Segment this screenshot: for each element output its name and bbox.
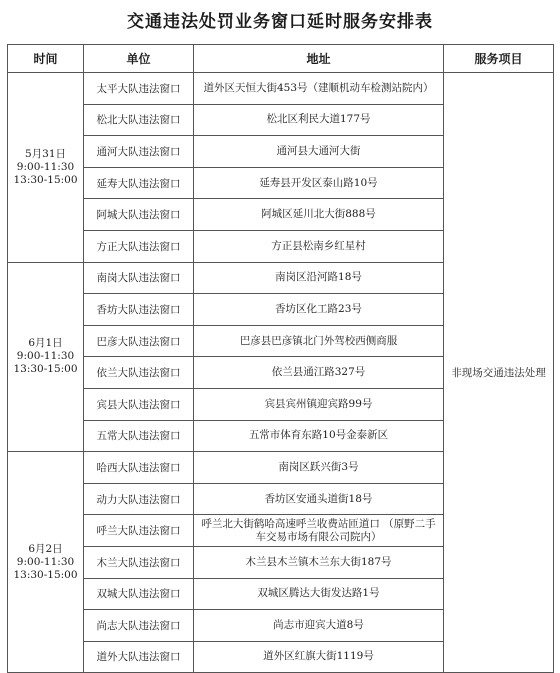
address-cell: 尚志市迎宾大道8号 (194, 610, 444, 642)
address-cell: 方正县松南乡红星村 (194, 230, 444, 262)
unit-cell: 延寿大队违法窗口 (84, 167, 194, 199)
time-time-pm: 13:30-15:00 (13, 568, 78, 581)
address-cell: 香坊区化工路23号 (194, 294, 444, 326)
unit-cell: 宾县大队违法窗口 (84, 388, 194, 420)
address-cell: 松北区利民大道177号 (194, 104, 444, 136)
address-cell: 巴彦县巴彦镇北门外驾校西侧商服 (194, 325, 444, 357)
address-cell: 延寿县开发区泰山路10号 (194, 167, 444, 199)
unit-cell: 巴彦大队违法窗口 (84, 325, 194, 357)
unit-cell: 通河大队违法窗口 (84, 136, 194, 168)
time-time-pm: 13:30-15:00 (13, 363, 78, 376)
address-cell: 五常市体育东路10号金泰新区 (194, 420, 444, 452)
header-unit: 单位 (84, 45, 194, 73)
unit-cell: 尚志大队违法窗口 (84, 610, 194, 642)
address-cell: 通河县大通河大街 (194, 136, 444, 168)
unit-cell: 依兰大队违法窗口 (84, 357, 194, 389)
unit-cell: 木兰大队违法窗口 (84, 546, 194, 578)
page-title: 交通违法处罚业务窗口延时服务安排表 (127, 12, 433, 32)
header-time: 时间 (8, 45, 84, 73)
unit-cell: 哈西大队违法窗口 (84, 452, 194, 484)
address-cell: 阿城区延川北大街888号 (194, 199, 444, 231)
header-address: 地址 (194, 45, 444, 73)
address-cell: 香坊区安通头道街18号 (194, 483, 444, 515)
table-body (8, 73, 554, 673)
table-header-row (8, 45, 554, 73)
address-cell: 呼兰北大街鹤哈高速呼兰收费站匝道口 （原野二手车交易市场有限公司院内） (194, 515, 444, 547)
address-cell: 道外区红旗大街1119号 (194, 641, 444, 673)
time-cell (8, 452, 84, 673)
unit-cell: 呼兰大队违法窗口 (84, 515, 194, 547)
address-cell: 双城区腾达大街发达路1号 (194, 578, 444, 610)
unit-cell: 方正大队违法窗口 (84, 230, 194, 262)
time-time-am: 9:00-11:30 (16, 350, 75, 363)
address-cell: 道外区天恒大街453号（建顺机动车检测站院内） (194, 73, 444, 105)
time-time-am: 9:00-11:30 (16, 160, 75, 173)
unit-cell: 太平大队违法窗口 (84, 73, 194, 105)
table-row (8, 73, 554, 105)
schedule-table (7, 44, 554, 673)
unit-cell: 五常大队违法窗口 (84, 420, 194, 452)
address-cell: 宾县宾州镇迎宾路99号 (194, 388, 444, 420)
unit-cell: 动力大队违法窗口 (84, 483, 194, 515)
unit-cell: 南岗大队违法窗口 (84, 262, 194, 294)
time-time-am: 9:00-11:30 (16, 555, 75, 568)
address-cell: 南岗区沿河路18号 (194, 262, 444, 294)
time-cell (8, 73, 84, 263)
address-cell: 南岗区跃兴街3号 (194, 452, 444, 484)
unit-cell: 香坊大队违法窗口 (84, 294, 194, 326)
time-time-pm: 13:30-15:00 (13, 173, 78, 186)
time-date: 6月2日 (28, 542, 63, 555)
service-cell: 非现场交通违法处理 (444, 73, 554, 673)
address-cell: 木兰县木兰镇木兰东大街187号 (194, 546, 444, 578)
header-service: 服务项目 (444, 45, 554, 73)
time-date: 6月1日 (28, 337, 63, 350)
unit-cell: 双城大队违法窗口 (84, 578, 194, 610)
address-cell: 依兰县通江路327号 (194, 357, 444, 389)
time-cell (8, 262, 84, 452)
time-date: 5月31日 (24, 147, 67, 160)
unit-cell: 阿城大队违法窗口 (84, 199, 194, 231)
unit-cell: 道外大队违法窗口 (84, 641, 194, 673)
unit-cell: 松北大队违法窗口 (84, 104, 194, 136)
